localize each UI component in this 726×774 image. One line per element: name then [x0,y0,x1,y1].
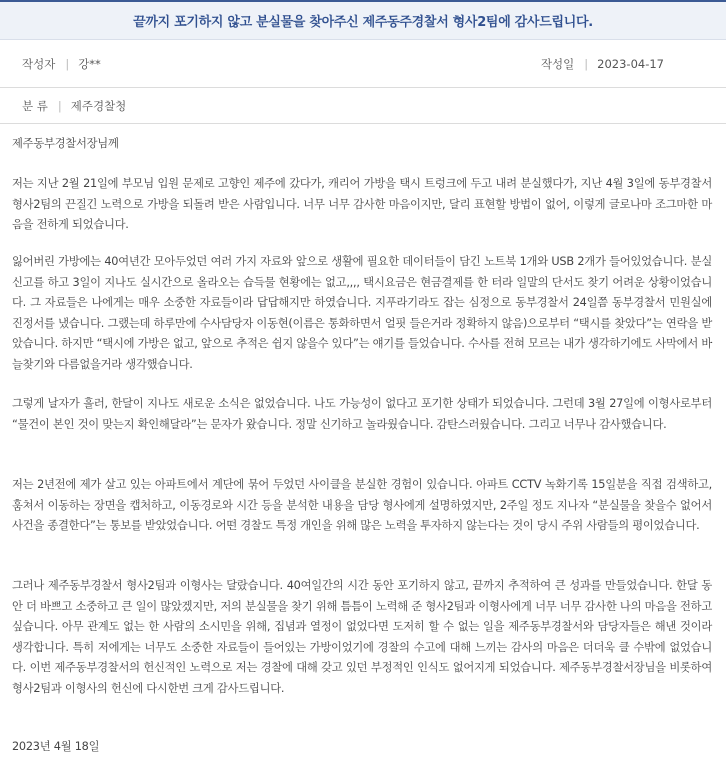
post-meta-row [0,40,726,88]
post-title: 끝까지 포기하지 않고 분실물을 찾아주신 제주동주경찰서 형사2팀에 감사드립니다. [133,15,593,30]
divider: | [65,56,70,71]
category-label: 분 류 [22,98,48,113]
divider: | [584,56,589,71]
paragraph: 저는 2년전에 제가 살고 있는 아파트에서 계단에 묶어 두었던 사이클을 분실한 경험이 있습니다. 아파트 CCTV 녹화기록 15일분을 직접 검색하고, 훔쳐서 이동하는 장면을 캡처하고, 이동경로와 시간 등을 분석한 내용을 담당 형사에게 설명하였지만, 2주일 정도 지나자 “분실물을 찾을수 없어서 사건을 종결한다”는 통보를 받았었습니다. 어떤 경찰도 특정 개인을 위해 많은 노력을 투자하지 않는다는 것이 당시 주위 사람들의 평이었습니다. [12,478,712,532]
post-category-row [0,88,726,124]
date-label: 작성일 [540,56,575,71]
post-date: 2023-04-17 [597,56,664,71]
greeting: 제주동부경찰서장님께 [12,137,119,150]
category-value: 제주경찰청 [70,98,127,113]
closing-date: 2023년 4월 18일 [12,740,100,753]
post-title-bar [0,0,726,40]
paragraph: 저는 지난 2월 21일에 부모님 입원 문제로 고향인 제주에 갔다가, 캐리어 가방을 택시 트렁크에 두고 내려 분실했다가, 지난 4월 3일에 동부경찰서 형사2팀의 끈질긴 노력으로 가방을 되돌려 받은 사람입니다. 너무 너무 감사한 마음이지만, 달리 표현할 방법이 없어, 이렇게 글로나마 조그마한 마음을 전하게 되었습니다. [12,177,712,231]
author-name: 강** [78,56,101,71]
paragraph: 그러나 제주동부경찰서 형사2팀과 이형사는 달랐습니다. 40여일간의 시간 동안 포기하지 않고, 끝까지 추적하여 큰 성과를 만들었습니다. 한달 동안 더 바쁘고 소중하고 큰 일이 많았겠지만, 저의 분실물을 찾기 위해 틈틈이 노력해 준 형사2팀과 이형사에게 너무 너무 감사한 나의 마음을 전하고 싶습니다. 아무 관계도 없는 한 사람의 소시민을 위해, 집념과 열정이 없었다면 도저히 할 수 없는 일을 제주동부경찰서와 담당자들은 해낸 것이라 생각합니다. 특히 저에게는 너무도 소중한 자료들이 들어있는 가방이었기에 경찰의 수고에 대해 느끼는 감사의 마음은 더더욱 클 수밖에 없었습니다. 이번 제주동부경찰서의 헌신적인 노력으로 저는 경찰에 대해 갖고 있던 부정적인 인식도 없어지게 되었습니다. 제주동부경찰서장님을 비롯하여 형사2팀과 이형사의 헌신에 다시한번 크게 감사드립니다. [12,579,712,695]
paragraph: 그렇게 날자가 흘러, 한달이 지나도 새로운 소식은 없었습니다. 나도 가능성이 없다고 포기한 상태가 되었습니다. 그런데 3월 27일에 이형사로부터 “물건이 본인 것이 맞는지 확인해달라”는 문자가 왔습니다. 정말 신기하고 놀라웠습니다. 감탄스러웠습니다. 그리고 너무나 감사했습니다. [12,397,712,431]
paragraph: 잃어버린 가방에는 40여년간 모아두었던 여러 가지 자료와 앞으로 생활에 필요한 데이터들이 담긴 노트북 1개와 USB 2개가 들어있었습니다. 분실신고를 하고 3일이 지나도 실시간으로 올라오는 습득물 현황에는 없고,,,, 택시요금은 현금결제를 한 터라 일말의 단서도 찾기 어려운 상황이었습니다. 그 자료들은 나에게는 매우 소중한 자료들이라 답답해지만 하였습니다. 지푸라기라도 잡는 심정으로 동부경찰서 24일쯤 동부경찰서 민원실에 진정서를 냈습니다. 그랬는데 하루만에 수사담당자 이동현(이름은 통화하면서 얼핏 들은거라 정확하지 않음)으로부터 “택시를 찾았다”는 연락을 받았습니다. 하지만 “택시에 가방은 없고, 앞으로 추적은 쉽지 않을수 있다”는 얘기를 들었습니다. 수사를 전혀 모르는 내가 생각하기에도 사막에서 바늘찾기와 다름없을거라 생각했습니다. [12,255,713,371]
date-group [519,56,726,72]
author-label: 작성자 [22,56,56,71]
divider: | [57,98,62,113]
